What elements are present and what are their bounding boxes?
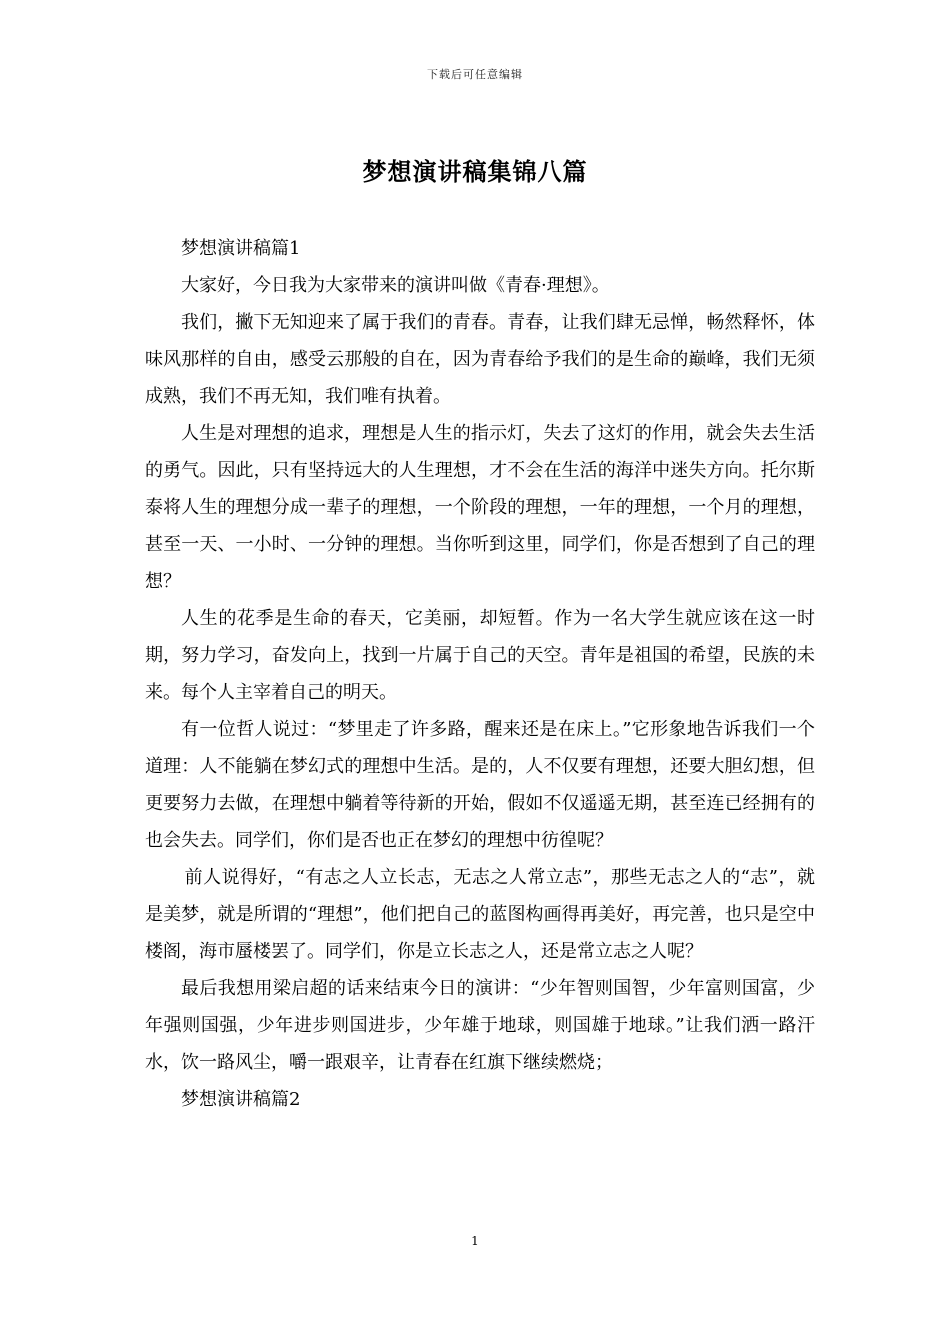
document-title: 梦想演讲稿集锦八篇: [362, 157, 588, 186]
document-body: [145, 230, 815, 1118]
page-number: 1: [471, 1234, 479, 1248]
paragraph: 最后我想用梁启超的话来结束今日的演讲：“少年智则国智，少年富则国富，少年强则国强，少年进步则国进步，少年雄于地球，则国雄于地球。”让我们洒一路汗水，饮一路风尘，嚼一跟艰辛，让青春在红旗下继续燃烧；: [145, 978, 815, 1073]
section-heading: 梦想演讲稿篇1: [181, 238, 301, 259]
paragraph: 大家好，今日我为大家带来的演讲叫做《青春·理想》。: [181, 275, 610, 296]
paragraph: 人生是对理想的追求，理想是人生的指示灯，失去了这灯的作用，就会失去生活的勇气。因此，只有坚持远大的人生理想，才不会在生活的海洋中迷失方向。托尔斯泰将人生的理想分成一辈子的理想，一个阶段的理想，一年的理想，一个月的理想，甚至一天、一小时、一分钟的理想。当你听到这里，同学们，你是否想到了自己的理想？: [145, 423, 815, 592]
paragraph: 我们，撇下无知迎来了属于我们的青春。青春，让我们肆无忌惮，畅然释怀，体味风那样的自由，感受云那般的自在，因为青春给予我们的是生命的巅峰，我们无须成熟，我们不再无知，我们唯有执着。: [145, 312, 815, 407]
header-note: 下载后可任意编辑: [427, 68, 523, 81]
paragraph: 前人说得好，“有志之人立长志，无志之人常立志”，那些无志之人的“志”，就是美梦，就是所谓的“理想”，他们把自己的蓝图构画得再美好，再完善，也只是空中楼阁，海市蜃楼罢了。同学们，你是立长志之人，还是常立志之人呢？: [145, 867, 815, 962]
paragraph: 人生的花季是生命的春天，它美丽，却短暂。作为一名大学生就应该在这一时期，努力学习，奋发向上，找到一片属于自己的天空。青年是祖国的希望，民族的未来。每个人主宰着自己的明天。: [145, 608, 815, 703]
paragraph: 有一位哲人说过：“梦里走了许多路，醒来还是在床上。”它形象地告诉我们一个道理：人不能躺在梦幻式的理想中生活。是的，人不仅要有理想，还要大胆幻想，但更要努力去做，在理想中躺着等待新的开始，假如不仅遥遥无期，甚至连已经拥有的也会失去。同学们，你们是否也正在梦幻的理想中彷徨呢？: [145, 719, 815, 851]
section-heading: 梦想演讲稿篇2: [181, 1089, 301, 1110]
